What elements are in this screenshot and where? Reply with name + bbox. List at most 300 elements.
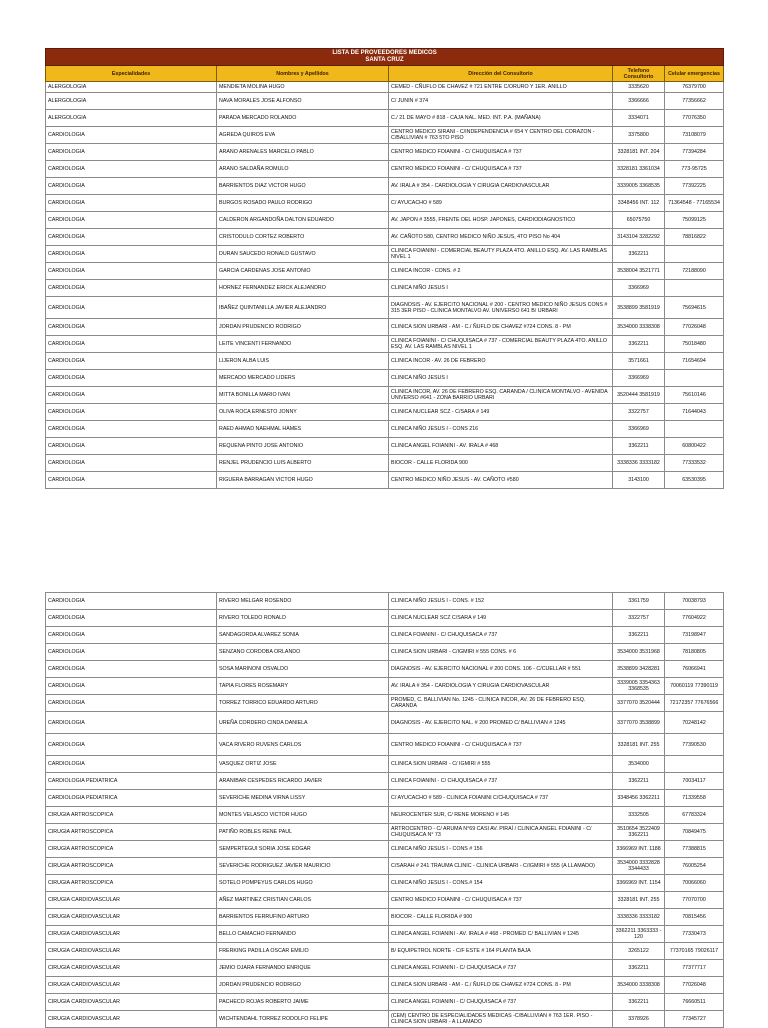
cell-direccion: CLINICA FOIANINI - C/ CHUQUISACA # 737 - COMERCIAL BEAUTY PLAZA 4TO. ANILLO ESQ. AV. LAS RAMBLAS NIVEL 1 — [389, 336, 613, 353]
cell-nombre: UREÑA CORDERO CINDA DANIELA — [217, 712, 389, 734]
cell-telefono: 3322757 — [613, 610, 665, 627]
cell-telefono: 3538899 3581919 — [613, 297, 665, 319]
cell-especialidad: CARDIOLOGIA — [46, 297, 217, 319]
cell-especialidad: CIRUGIA ARTROSCOPICA — [46, 824, 217, 841]
table-row — [46, 875, 724, 892]
cell-direccion: CLINICA NUCLEAR SCZ C/SARA # 149 — [389, 610, 613, 627]
cell-direccion: C/SARAH # 241 TRAUMA CLINIC - CLINICA URBARI - C/IGMIRI # 555 (A LLAMADO) — [389, 858, 613, 875]
table-row — [46, 93, 724, 110]
cell-direccion: DIAGNOSIS - AV. EJERCITO NAL. # 200 PROMED C/ BALLIVIAN # 1245 — [389, 712, 613, 734]
cell-celular: 76660511 — [665, 994, 724, 1011]
cell-direccion: CLINICA INCOR, AV. 26 DE FEBRERO ESQ. CARANDA / CLINICA MONTALVO - AVENIDA UNIVERSO #641 - ZONA BARRIO URBARI — [389, 387, 613, 404]
cell-telefono: 3348456 INT. 112 — [613, 195, 665, 212]
cell-especialidad: ALERGOLOGIA — [46, 93, 217, 110]
cell-nombre: TORREZ TORRICO EDUARDO ARTURO — [217, 695, 389, 712]
cell-direccion: CLINICA NIÑO JESUS I - CONS.# 154 — [389, 875, 613, 892]
cell-direccion: CENTRO MEDICO FOIANINI - C/ CHUQUISACA # 737 — [389, 144, 613, 161]
cell-direccion: CLINICA ANGEL FOIANINI - C/ CHUQUISACA # 737 — [389, 960, 613, 977]
cell-telefono: 3143104 3282292 — [613, 229, 665, 246]
cell-telefono: 3265122 — [613, 943, 665, 960]
cell-telefono: 3534000 3332828 3344433 — [613, 858, 665, 875]
cell-direccion: AV. CAÑOTO 580, CENTRO MEDICO NIÑO JESUS, 4TO PISO No 404 — [389, 229, 613, 246]
cell-telefono: 3362211 — [613, 336, 665, 353]
table-row — [46, 353, 724, 370]
cell-direccion: CENTRO MEDICO FOIANINI - C/ CHUQUISACA # 737 — [389, 161, 613, 178]
cell-celular: 67783324 — [665, 807, 724, 824]
table-row — [46, 695, 724, 712]
cell-telefono: 3143100 — [613, 472, 665, 489]
cell-especialidad: CIRUGIA ARTROSCOPICA — [46, 858, 217, 875]
cell-nombre: GARCIA CARDENAS JOSE ANTONIO — [217, 263, 389, 280]
cell-direccion: DIAGNOSIS - AV. EJERCITO NACIONAL # 200 CONS. 106 - C/CUELLAR # 551 — [389, 661, 613, 678]
cell-celular: 76005254 — [665, 858, 724, 875]
table-row — [46, 678, 724, 695]
cell-celular: 75610146 — [665, 387, 724, 404]
cell-especialidad: CARDIOLOGIA — [46, 370, 217, 387]
cell-telefono: 3362211 — [613, 773, 665, 790]
cell-direccion: CLINICA ANGEL FOIANINI - AV. IRALA # 468 - PROMED C/ BALLIVIAN # 1245 — [389, 926, 613, 943]
cell-celular: 70038793 — [665, 593, 724, 610]
cell-direccion: CLINICA SION URBARI - C/ IGMIRI # 555 — [389, 756, 613, 773]
cell-telefono: 3375800 — [613, 127, 665, 144]
cell-nombre: JORDAN PRUDENCIO RODRIGO — [217, 977, 389, 994]
table-body — [46, 82, 724, 489]
cell-celular: 71364548 - 77165534 — [665, 195, 724, 212]
cell-direccion: CENTRO MEDICO FOIANINI - C/ CHUQUISACA # 737 — [389, 734, 613, 756]
cell-direccion: CLINICA NIÑO JESUS I - CONS 216 — [389, 421, 613, 438]
cell-direccion: CLINICA ANGEL FOIANINI - C/ CHUQUISACA # 737 — [389, 994, 613, 1011]
cell-celular: 773-95725 — [665, 161, 724, 178]
cell-nombre: BELLO CAMACHO FERNANDO — [217, 926, 389, 943]
cell-direccion: CLINICA ANGEL FOIANINI - AV. IRALA # 468 — [389, 438, 613, 455]
cell-nombre: PACHECO ROJAS ROBERTO JAIME — [217, 994, 389, 1011]
cell-telefono: 3534000 3531968 — [613, 644, 665, 661]
cell-telefono: 3362211 — [613, 438, 665, 455]
table-row — [46, 994, 724, 1011]
cell-telefono: 3366969 — [613, 370, 665, 387]
table-row — [46, 790, 724, 807]
cell-especialidad: CARDIOLOGIA — [46, 644, 217, 661]
cell-direccion: C./ 21 DE MAYO # 818 - CAJA NAL. MED. INT. P.A. (MAÑANA) — [389, 110, 613, 127]
col-header-direccion: Dirección del Consultorio — [389, 66, 613, 82]
cell-direccion: CLINICA FOIANINI - COMERCIAL BEAUTY PLAZA 4TO. ANILLO ESQ. AV. LAS RAMBLAS NIVEL 1 — [389, 246, 613, 263]
table-row — [46, 841, 724, 858]
cell-nombre: TAPIA FLORES ROSEMARY — [217, 678, 389, 695]
cell-nombre: AGREDA QUIROS EVA — [217, 127, 389, 144]
cell-nombre: ARANIBAR CESPEDES RICARDO JAVIER — [217, 773, 389, 790]
cell-telefono: 3538004 3521771 — [613, 263, 665, 280]
cell-telefono: 3366969 INT. 1154 — [613, 875, 665, 892]
cell-direccion: C/ JUNIN # 374 — [389, 93, 613, 110]
cell-especialidad: CARDIOLOGIA PEDIATRICA — [46, 773, 217, 790]
col-header-telefono: Telefono Consultorio — [613, 66, 665, 82]
cell-nombre: OLIVA ROCA ERNESTO JONNY — [217, 404, 389, 421]
cell-nombre: NAVA MORALES JOSE ALFONSO — [217, 93, 389, 110]
cell-direccion: B/ EQUIPETROL NORTE - C/F ESTE # 164 PLANTA BAJA — [389, 943, 613, 960]
cell-celular: 71644043 — [665, 404, 724, 421]
cell-direccion: AV. IRALA # 354 - CARDIOLOGIA Y CIRUGIA CARDIOVASCULAR — [389, 678, 613, 695]
cell-telefono: 3338336 3333182 — [613, 909, 665, 926]
cell-direccion: (CEM) CENTRO DE ESPECIALIDADES MEDICAS -C/BALLIVIAN # 763 1ER. PISO - CLINICA SION URBARI - A LLAMADO — [389, 1011, 613, 1028]
cell-telefono: 3348456 3362211 — [613, 790, 665, 807]
cell-telefono: 3366969 — [613, 421, 665, 438]
cell-celular — [665, 756, 724, 773]
table-row — [46, 195, 724, 212]
cell-direccion: BIOCOR - CALLE FLORIDA 900 — [389, 455, 613, 472]
cell-celular: 70815456 — [665, 909, 724, 926]
cell-direccion: AV. JAPON # 3555, FRENTE DEL HOSP. JAPONES, CARDIODIAGNOSTICO — [389, 212, 613, 229]
cell-telefono: 3378926 — [613, 1011, 665, 1028]
cell-direccion: CEMED - CÑUFLO DE CHAVEZ # 721 ENTRE C/ORURO Y 1ER. ANILLO — [389, 82, 613, 93]
provider-table-top — [45, 48, 724, 489]
cell-telefono: 3362211 — [613, 246, 665, 263]
table-row — [46, 756, 724, 773]
cell-celular: 70248142 — [665, 712, 724, 734]
table-row — [46, 370, 724, 387]
table-row — [46, 263, 724, 280]
cell-celular: 75099125 — [665, 212, 724, 229]
cell-especialidad: CARDIOLOGIA — [46, 280, 217, 297]
cell-especialidad: CARDIOLOGIA — [46, 387, 217, 404]
cell-telefono: 3534000 3338308 — [613, 977, 665, 994]
table-row — [46, 977, 724, 994]
cell-nombre: ARANO SALDAÑA ROMULO — [217, 161, 389, 178]
cell-nombre: BARRIENTOS FERRUFINO ARTURO — [217, 909, 389, 926]
cell-especialidad: CIRUGIA ARTROSCOPICA — [46, 841, 217, 858]
cell-telefono: 3338336 3333182 — [613, 455, 665, 472]
cell-nombre: IBAÑEZ QUINTANILLA JAVIER ALEJANDRO — [217, 297, 389, 319]
cell-nombre: REQUENA PINTO JOSE ANTONIO — [217, 438, 389, 455]
cell-telefono: 3571661 — [613, 353, 665, 370]
cell-celular: 77026048 — [665, 319, 724, 336]
cell-especialidad: CARDIOLOGIA — [46, 161, 217, 178]
cell-especialidad: CARDIOLOGIA — [46, 336, 217, 353]
cell-nombre: SOTELO POMPEYUS CARLOS HUGO — [217, 875, 389, 892]
table-body — [46, 593, 724, 1028]
table-row — [46, 438, 724, 455]
cell-especialidad: CIRUGIA CARDIOVASCULAR — [46, 926, 217, 943]
table-row — [46, 421, 724, 438]
cell-telefono: 3361759 — [613, 593, 665, 610]
col-header-celular: Celular emergencias — [665, 66, 724, 82]
cell-celular: 63530395 — [665, 472, 724, 489]
cell-nombre: PATIÑO ROBLES RENE PAUL — [217, 824, 389, 841]
cell-especialidad: CIRUGIA ARTROSCOPICA — [46, 807, 217, 824]
cell-telefono: 3339005 3368535 — [613, 178, 665, 195]
cell-nombre: RIGUERA BARRAGAN VICTOR HUGO — [217, 472, 389, 489]
cell-nombre: VACA RIVERO RUVENS CARLOS — [217, 734, 389, 756]
cell-celular: 70060119 77390119 — [665, 678, 724, 695]
cell-telefono: 3328181 3361034 — [613, 161, 665, 178]
cell-telefono: 3328181 INT. 255 — [613, 892, 665, 909]
cell-nombre: DURAN SAUCEDO RONALD GUSTAVO — [217, 246, 389, 263]
cell-celular: 77330473 — [665, 926, 724, 943]
provider-table-bottom — [45, 592, 724, 1028]
col-header-nombres: Nombres y Apellidos — [217, 66, 389, 82]
cell-celular: 75694615 — [665, 297, 724, 319]
cell-celular: 77345727 — [665, 1011, 724, 1028]
cell-nombre: LIJERON ALBA LUIS — [217, 353, 389, 370]
cell-nombre: HORNEZ FERNANDEZ ERICK ALEJANDRO — [217, 280, 389, 297]
table-row — [46, 824, 724, 841]
cell-direccion: CLINICA SION URBARI - AM - C./ ÑUFLO DE CHAVEZ #724 CONS. 8 - PM — [389, 319, 613, 336]
cell-especialidad: ALERGOLOGIA — [46, 110, 217, 127]
table-row — [46, 387, 724, 404]
cell-especialidad: CIRUGIA CARDIOVASCULAR — [46, 977, 217, 994]
table-title — [46, 49, 724, 66]
cell-telefono: 3328181 INT. 204 — [613, 144, 665, 161]
cell-nombre: JORDAN PRUDENCIO RODRIGO — [217, 319, 389, 336]
cell-nombre: BARRIENTOS DIAZ VICTOR HUGO — [217, 178, 389, 195]
cell-especialidad: CARDIOLOGIA — [46, 734, 217, 756]
cell-telefono: 3362211 3363333 - 120 — [613, 926, 665, 943]
cell-celular: 75018480 — [665, 336, 724, 353]
cell-direccion: NEUROCENTER SUR, C/ RENE MORENO # 145 — [389, 807, 613, 824]
cell-celular: 70066060 — [665, 875, 724, 892]
table-row — [46, 212, 724, 229]
cell-direccion: AV. IRALA # 354 - CARDIOLOGIA Y CIRUGIA CARDIOVASCULAR — [389, 178, 613, 195]
cell-celular: 71339558 — [665, 790, 724, 807]
cell-telefono: 3366969 INT. 1188 — [613, 841, 665, 858]
cell-telefono: 3328181 INT. 255 — [613, 734, 665, 756]
cell-nombre: CALDERON ARGANDOÑA DALTON EDUARDO — [217, 212, 389, 229]
table-row — [46, 246, 724, 263]
table-row — [46, 280, 724, 297]
cell-especialidad: CARDIOLOGIA — [46, 438, 217, 455]
cell-especialidad: CARDIOLOGIA PEDIATRICA — [46, 790, 217, 807]
cell-celular: 78816822 — [665, 229, 724, 246]
cell-especialidad: ALERGOLOGIA — [46, 82, 217, 93]
cell-nombre: MENDIETA MOLINA HUGO — [217, 82, 389, 93]
cell-especialidad: CARDIOLOGIA — [46, 263, 217, 280]
table-row — [46, 858, 724, 875]
cell-especialidad: CIRUGIA CARDIOVASCULAR — [46, 960, 217, 977]
cell-direccion: CLINICA FOIANINI - C/ CHUQUISACA # 737 — [389, 773, 613, 790]
table-row — [46, 926, 724, 943]
table-row — [46, 472, 724, 489]
cell-celular: 76379700 — [665, 82, 724, 93]
cell-especialidad: CARDIOLOGIA — [46, 695, 217, 712]
cell-nombre: MITTA BONILLA MARIO IVAN — [217, 387, 389, 404]
table-row — [46, 336, 724, 353]
cell-celular: 70034117 — [665, 773, 724, 790]
cell-nombre: VASQUEZ ORTIZ JOSE — [217, 756, 389, 773]
cell-celular: 73198947 — [665, 627, 724, 644]
cell-nombre: SEVERICHE MEDINA VIRNA LISSY — [217, 790, 389, 807]
cell-especialidad: CARDIOLOGIA — [46, 127, 217, 144]
cell-especialidad: CIRUGIA CARDIOVASCULAR — [46, 1011, 217, 1028]
cell-telefono: 3377070 3520444 — [613, 695, 665, 712]
cell-celular: 77394284 — [665, 144, 724, 161]
cell-nombre: SANDAGORDA ALVAREZ SONIA — [217, 627, 389, 644]
cell-nombre: SEMPERTEGUI SORIA JOSE EDGAR — [217, 841, 389, 858]
cell-celular: 77388815 — [665, 841, 724, 858]
cell-nombre: PARADA MERCADO ROLANDO — [217, 110, 389, 127]
cell-especialidad: CARDIOLOGIA — [46, 404, 217, 421]
cell-celular: 60800422 — [665, 438, 724, 455]
cell-telefono: 3332505 — [613, 807, 665, 824]
table-row — [46, 178, 724, 195]
cell-telefono: 3335620 — [613, 82, 665, 93]
cell-celular: 77377717 — [665, 960, 724, 977]
cell-especialidad: CARDIOLOGIA — [46, 472, 217, 489]
table-row — [46, 455, 724, 472]
cell-direccion: DIAGNOSIS - AV. EJERCITO NACIONAL # 200 - CENTRO MEDICO NIÑO JESUS CONS # 315 3ER PISO - CLINICA MONTALVO AV. UNIVERSO 641 B/ URBARI — [389, 297, 613, 319]
cell-direccion: CENTRO MEDICO SIRANI - C/INDEPENDENCIA # 654 Y CENTRO DEL CORAZON - C/BALLIVIAN # 763 5TO PISO — [389, 127, 613, 144]
cell-especialidad: CIRUGIA CARDIOVASCULAR — [46, 892, 217, 909]
col-header-especialidades: Especialidades — [46, 66, 217, 82]
cell-especialidad: CARDIOLOGIA — [46, 610, 217, 627]
cell-direccion: CENTRO MEDICO NIÑO JESUS - AV. CAÑOTO #580 — [389, 472, 613, 489]
cell-telefono: 65075750 — [613, 212, 665, 229]
cell-nombre: MERCADO MERCADO LIDERS — [217, 370, 389, 387]
cell-celular: 77076350 — [665, 110, 724, 127]
cell-direccion: PROMED, C. BALLIVIAN No. 1245 - CLINICA INCOR, AV. 26 DE FEBRERO ESQ. CARANDA — [389, 695, 613, 712]
table-row — [46, 892, 724, 909]
cell-especialidad: CARDIOLOGIA — [46, 212, 217, 229]
cell-nombre: WICHTENDAHL TORREZ RODOLFO FELIPE — [217, 1011, 389, 1028]
cell-direccion: C/ AYUCACHO # 589 - CLINICA FOIANINI C/CHUQUISACA # 737 — [389, 790, 613, 807]
cell-especialidad: CARDIOLOGIA — [46, 455, 217, 472]
cell-nombre: JEMIO OJARA FERNANDO ENRIQUE — [217, 960, 389, 977]
cell-telefono: 3534000 3338308 — [613, 319, 665, 336]
cell-telefono: 3377070 3538899 — [613, 712, 665, 734]
cell-especialidad: CARDIOLOGIA — [46, 712, 217, 734]
cell-nombre: RENJEL PRUDENCIO LUIS ALBERTO — [217, 455, 389, 472]
cell-especialidad: CARDIOLOGIA — [46, 229, 217, 246]
cell-celular: 77356662 — [665, 93, 724, 110]
cell-especialidad: CIRUGIA CARDIOVASCULAR — [46, 943, 217, 960]
cell-direccion: CLINICA INCOR - CONS. # 2 — [389, 263, 613, 280]
cell-nombre: ARANO ARENALES MARCELO PABLO — [217, 144, 389, 161]
cell-nombre: LEITE VINCENTI FERNANDO — [217, 336, 389, 353]
cell-especialidad: CIRUGIA CARDIOVASCULAR — [46, 994, 217, 1011]
cell-telefono: 3538899 3428281 — [613, 661, 665, 678]
cell-especialidad: CARDIOLOGIA — [46, 756, 217, 773]
cell-telefono: 3322757 — [613, 404, 665, 421]
cell-nombre: SOSA MARINONI OSVALDO — [217, 661, 389, 678]
table-row — [46, 319, 724, 336]
cell-celular: 71654694 — [665, 353, 724, 370]
cell-celular: 76066941 — [665, 661, 724, 678]
table-row — [46, 627, 724, 644]
cell-especialidad: CARDIOLOGIA — [46, 319, 217, 336]
cell-direccion: BIOCOR - CALLE FLORIDA # 900 — [389, 909, 613, 926]
cell-telefono: 3362211 — [613, 627, 665, 644]
table-row — [46, 943, 724, 960]
table-row — [46, 644, 724, 661]
cell-direccion: CENTRO MEDICO FOIANINI - C/ CHUQUISACA # 737 — [389, 892, 613, 909]
cell-nombre: RAED AHMAD NAEHMAL HAMES — [217, 421, 389, 438]
table-row — [46, 110, 724, 127]
cell-especialidad: CIRUGIA ARTROSCOPICA — [46, 875, 217, 892]
cell-celular: 70849475 — [665, 824, 724, 841]
cell-nombre: SENZANO CORDOBA ORLANDO — [217, 644, 389, 661]
table-row — [46, 1011, 724, 1028]
cell-nombre: AÑEZ MARTINEZ CRISTIAN CARLOS — [217, 892, 389, 909]
cell-celular: 77333532 — [665, 455, 724, 472]
table-row — [46, 661, 724, 678]
table-row — [46, 161, 724, 178]
cell-celular: 72172357 77676566 — [665, 695, 724, 712]
cell-direccion: ARTROCENTRO - C/ ARUMA N°69 CASI AV. PIRAÍ / CLINICA ANGEL FOIANINI - C/ CHUQUISACA N° 73 — [389, 824, 613, 841]
cell-direccion: CLINICA NIÑO JESUS I — [389, 370, 613, 387]
cell-direccion: C/ AYUCACHO # 589 — [389, 195, 613, 212]
cell-direccion: CLINICA NUCLEAR SCZ - C/SARA # 149 — [389, 404, 613, 421]
cell-direccion: CLINICA SION URBARI - C/IGMIRI # 555 CONS. # 6 — [389, 644, 613, 661]
table-row — [46, 82, 724, 93]
cell-telefono: 3339005 3354363 3368535 — [613, 678, 665, 695]
cell-celular: 77070700 — [665, 892, 724, 909]
cell-telefono: 3510654 3522409 3362211 — [613, 824, 665, 841]
cell-direccion: CLINICA FOIANINI - C/ CHUQUISACA # 737 — [389, 627, 613, 644]
cell-nombre: RIVERO TOLEDO RONALD — [217, 610, 389, 627]
table-row — [46, 404, 724, 421]
table-row — [46, 734, 724, 756]
cell-especialidad: CARDIOLOGIA — [46, 593, 217, 610]
cell-especialidad: CARDIOLOGIA — [46, 661, 217, 678]
cell-especialidad: CIRUGIA CARDIOVASCULAR — [46, 909, 217, 926]
title-row — [46, 49, 724, 66]
table-row — [46, 297, 724, 319]
cell-celular: 77392225 — [665, 178, 724, 195]
cell-celular — [665, 421, 724, 438]
table-row — [46, 909, 724, 926]
cell-celular — [665, 246, 724, 263]
cell-telefono: 3362211 — [613, 960, 665, 977]
cell-direccion: CLINICA NIÑO JESUS I - CONS. # 152 — [389, 593, 613, 610]
cell-nombre: FRERKING PADILLA OSCAR EMILIO — [217, 943, 389, 960]
table-row — [46, 144, 724, 161]
cell-especialidad: CARDIOLOGIA — [46, 178, 217, 195]
cell-celular: 73108079 — [665, 127, 724, 144]
cell-celular — [665, 370, 724, 387]
cell-direccion: CLINICA SION URBARI - AM - C./ ÑUFLO DE CHAVEZ #724 CONS. 8 - PM — [389, 977, 613, 994]
cell-telefono: 3366666 — [613, 93, 665, 110]
cell-telefono: 3520444 3581919 — [613, 387, 665, 404]
cell-nombre: CRISTODULO CORTEZ ROBERTO — [217, 229, 389, 246]
cell-nombre: RIVERO MELGAR ROSENDO — [217, 593, 389, 610]
cell-especialidad: CARDIOLOGIA — [46, 246, 217, 263]
table-row — [46, 229, 724, 246]
cell-nombre: BURGOS ROSADO PAULO RODRIGO — [217, 195, 389, 212]
cell-direccion: CLINICA NIÑO JESUS I — [389, 280, 613, 297]
cell-celular — [665, 280, 724, 297]
table-row — [46, 712, 724, 734]
table-row — [46, 593, 724, 610]
table-row — [46, 127, 724, 144]
cell-telefono: 3534000 — [613, 756, 665, 773]
cell-telefono: 3366969 — [613, 280, 665, 297]
cell-celular: 77370165 79026117 — [665, 943, 724, 960]
cell-direccion: CLINICA INCOR - AV. 26 DE FEBRERO — [389, 353, 613, 370]
cell-celular: 77390530 — [665, 734, 724, 756]
table-row — [46, 807, 724, 824]
cell-celular: 77026048 — [665, 977, 724, 994]
cell-especialidad: CARDIOLOGIA — [46, 678, 217, 695]
cell-especialidad: CARDIOLOGIA — [46, 144, 217, 161]
cell-nombre: MONTES VELASCO VICTOR HUGO — [217, 807, 389, 824]
cell-telefono: 3334071 — [613, 110, 665, 127]
title-line-1: LISTA DE PROVEEDORES MEDICOS — [332, 50, 437, 56]
cell-especialidad: CARDIOLOGIA — [46, 353, 217, 370]
cell-nombre: SEVERICHE RODRIGUEZ JAVIER MAURICIO — [217, 858, 389, 875]
cell-especialidad: CARDIOLOGIA — [46, 627, 217, 644]
cell-celular: 72188090 — [665, 263, 724, 280]
cell-especialidad: CARDIOLOGIA — [46, 195, 217, 212]
header-row — [46, 66, 724, 82]
title-line-2: SANTA CRUZ — [365, 57, 404, 63]
